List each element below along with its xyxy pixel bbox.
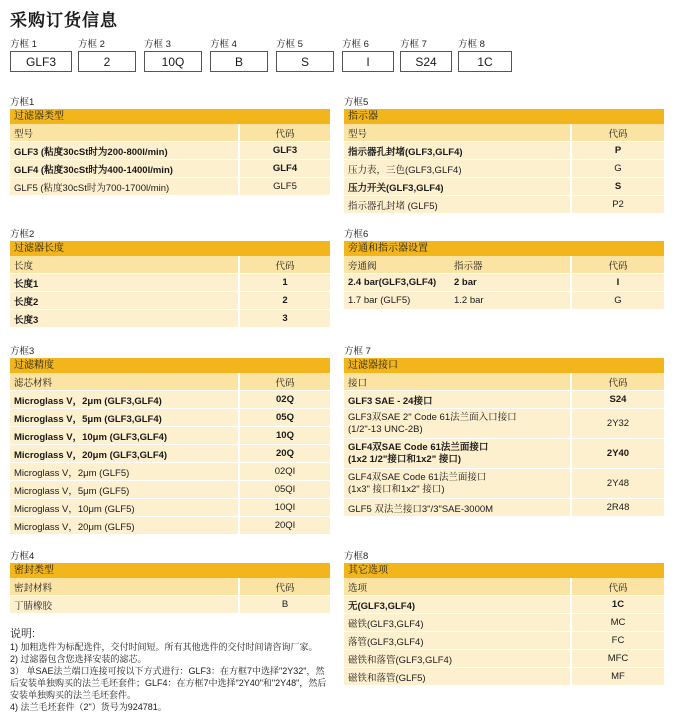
box-6-label: 方框 6 xyxy=(342,39,369,50)
table-cell: Microglass V，20μm (GLF3,GLF4) xyxy=(14,449,168,461)
box-7 xyxy=(400,38,452,72)
table-header-row xyxy=(10,578,330,596)
table-row xyxy=(344,160,664,178)
table-cell: G xyxy=(570,160,664,177)
table-row xyxy=(344,650,664,668)
section-label: 方框5 xyxy=(344,97,369,108)
cell-line: GLF3双SAE 2" Code 61法兰面入口接口 xyxy=(348,411,517,423)
table-cell: 磁铁和落管(GLF3,GLF4) xyxy=(348,654,452,666)
order-code-boxes xyxy=(10,38,512,72)
table-cell: P2 xyxy=(570,196,664,213)
table-cell: 20QI xyxy=(238,517,330,534)
section-label: 方框 7 xyxy=(344,346,371,357)
box-3 xyxy=(144,38,202,72)
section-table xyxy=(344,124,664,214)
table-cell: 长度3 xyxy=(14,314,39,326)
table-cell: Microglass V，5μm (GLF3,GLF4) xyxy=(14,413,162,425)
table-row xyxy=(344,274,664,292)
table-cell: Microglass V，2μm (GLF5) xyxy=(14,467,130,479)
table-row xyxy=(10,499,330,517)
table-cell: G xyxy=(570,292,664,309)
box-8-label: 方框 8 xyxy=(458,39,485,50)
table-cell: FC xyxy=(570,632,664,649)
column-header: 代码 xyxy=(570,124,664,141)
box-2-label: 方框 2 xyxy=(78,39,105,50)
table-row xyxy=(344,178,664,196)
table-row xyxy=(10,427,330,445)
note-line: 1) 加粗选件为标配选件，交付时间短。所有其他选件的交付时间请咨询厂家。 xyxy=(10,642,318,652)
column-header: 代码 xyxy=(238,256,330,273)
table-cell: 2 xyxy=(238,292,330,309)
section-heading: 过滤器接口 xyxy=(344,358,664,373)
table-cell: 压力开关(GLF3,GLF4) xyxy=(348,182,444,194)
table-row xyxy=(344,499,664,517)
table-cell: GLF5 xyxy=(238,178,330,195)
section-heading: 其它选项 xyxy=(344,563,664,578)
column-header: 选项 xyxy=(348,582,368,594)
table-cell: GLF3 (粘度30cSt时为200-800l/min) xyxy=(14,146,168,158)
box-6-value: I xyxy=(342,51,394,72)
box-1-value: GLF3 xyxy=(10,51,72,72)
box-2 xyxy=(78,38,136,72)
table-cell: 长度1 xyxy=(14,278,39,290)
table-header-row xyxy=(344,578,664,596)
table-cell: 2.4 bar(GLF3,GLF4) xyxy=(348,277,437,288)
section-table xyxy=(10,373,330,535)
table-header-row xyxy=(344,373,664,391)
table-cell: GLF3 SAE - 24接口 xyxy=(348,395,433,407)
section-other-options xyxy=(344,550,664,686)
notes xyxy=(10,628,330,713)
table-row xyxy=(344,469,664,499)
table-cell: GLF3 xyxy=(238,142,330,159)
table-row xyxy=(344,391,664,409)
table-cell: 指示器孔封堵(GLF3,GLF4) xyxy=(348,146,463,158)
column-header: 指示器 xyxy=(454,260,483,272)
column-header: 接口 xyxy=(348,377,368,389)
table-cell: 磁铁(GLF3,GLF4) xyxy=(348,618,424,630)
table-row xyxy=(344,292,664,310)
table-cell: 指示器孔封堵 (GLF5) xyxy=(348,200,438,212)
box-3-label: 方框 3 xyxy=(144,39,171,50)
table-cell: S24 xyxy=(570,391,664,408)
column-header: 型号 xyxy=(14,128,34,140)
box-7-label: 方框 7 xyxy=(400,39,427,50)
section-table xyxy=(10,124,330,196)
section-table xyxy=(10,578,330,614)
table-cell: Microglass V，2μm (GLF3,GLF4) xyxy=(14,395,162,407)
table-cell: 1.2 bar xyxy=(454,295,484,306)
table-row xyxy=(10,160,330,178)
table-cell: 2Y32 xyxy=(570,409,664,438)
table-cell: MFC xyxy=(570,650,664,667)
table-cell: Microglass V，10μm (GLF5) xyxy=(14,503,135,515)
box-5-value: S xyxy=(276,51,334,72)
table-row xyxy=(10,463,330,481)
table-cell: 10Q xyxy=(238,427,330,444)
section-bypass-indicator xyxy=(344,228,664,310)
column-header: 代码 xyxy=(238,373,330,390)
cell-line: GLF4双SAE Code 61法兰面接口 xyxy=(348,441,489,453)
table-cell: 压力表，三色(GLF3,GLF4) xyxy=(348,164,462,176)
table-row xyxy=(10,481,330,499)
section-table xyxy=(10,256,330,328)
table-cell: B xyxy=(238,596,330,613)
table-cell xyxy=(344,469,570,498)
table-cell: 1C xyxy=(570,596,664,613)
table-cell: 2Y48 xyxy=(570,469,664,498)
section-heading: 过滤精度 xyxy=(10,358,330,373)
section-heading: 过滤器类型 xyxy=(10,109,330,124)
table-row xyxy=(344,196,664,214)
section-table xyxy=(344,256,664,310)
table-cell: 2Y40 xyxy=(570,439,664,468)
section-heading: 旁通和指示器设置 xyxy=(344,241,664,256)
table-row xyxy=(10,310,330,328)
table-cell: 02QI xyxy=(238,463,330,480)
column-header: 长度 xyxy=(14,260,34,272)
notes-title: 说明: xyxy=(10,628,36,640)
table-cell: 无(GLF3,GLF4) xyxy=(348,600,416,612)
box-4-value: B xyxy=(210,51,268,72)
section-filter-port xyxy=(344,345,664,517)
table-header-row xyxy=(10,124,330,142)
table-header-row xyxy=(344,124,664,142)
section-label: 方框2 xyxy=(10,229,35,240)
page-title: 采购订货信息 xyxy=(10,11,118,30)
column-header: 代码 xyxy=(238,578,330,595)
cell-line: (1x3" 接口和1x2" 接口) xyxy=(348,483,445,495)
table-cell: 磁铁和落管(GLF5) xyxy=(348,672,426,684)
table-cell: 05QI xyxy=(238,481,330,498)
table-cell: 3 xyxy=(238,310,330,327)
table-cell: GLF5 双法兰接口3"/3"SAE-3000M xyxy=(348,503,494,515)
table-cell: 2R48 xyxy=(570,499,664,516)
section-label: 方框4 xyxy=(10,551,35,562)
table-row xyxy=(10,596,330,614)
box-1-label: 方框 1 xyxy=(10,39,37,50)
section-filter-type xyxy=(10,96,330,196)
box-8 xyxy=(458,38,512,72)
column-header: 代码 xyxy=(238,124,330,141)
box-5 xyxy=(276,38,334,72)
table-cell: GLF4 (粘度30cSt时为400-1400l/min) xyxy=(14,164,173,176)
table-cell: 2 bar xyxy=(454,277,477,288)
section-table xyxy=(344,373,664,517)
table-row xyxy=(10,142,330,160)
table-row xyxy=(344,614,664,632)
section-indicator xyxy=(344,96,664,214)
table-cell: 长度2 xyxy=(14,296,39,308)
table-cell: 落管(GLF3,GLF4) xyxy=(348,636,424,648)
table-cell: 10QI xyxy=(238,499,330,516)
table-row xyxy=(344,668,664,686)
cell-line: GLF4双SAE Code 61法兰面接口 xyxy=(348,471,487,483)
table-cell: Microglass V，5μm (GLF5) xyxy=(14,485,130,497)
table-row xyxy=(344,596,664,614)
section-label: 方框8 xyxy=(344,551,369,562)
table-cell: 1.7 bar (GLF5) xyxy=(348,295,411,306)
table-cell: Microglass V，20μm (GLF5) xyxy=(14,521,135,533)
section-label: 方框3 xyxy=(10,346,35,357)
section-filter-length xyxy=(10,228,330,328)
note-line: 2) 过滤器包含您选择安装的滤芯。 xyxy=(10,654,147,664)
table-cell: 丁腈橡胶 xyxy=(14,600,53,612)
table-cell: 05Q xyxy=(238,409,330,426)
column-header: 代码 xyxy=(570,373,664,390)
box-7-value: S24 xyxy=(400,51,452,72)
column-header: 旁通阀 xyxy=(348,260,377,272)
table-row xyxy=(344,439,664,469)
box-5-label: 方框 5 xyxy=(276,39,303,50)
table-cell: P xyxy=(570,142,664,159)
table-row xyxy=(10,292,330,310)
table-row xyxy=(344,142,664,160)
table-cell: MC xyxy=(570,614,664,631)
table-row xyxy=(10,391,330,409)
section-heading: 密封类型 xyxy=(10,563,330,578)
box-6 xyxy=(342,38,394,72)
box-2-value: 2 xyxy=(78,51,136,72)
table-cell: 20Q xyxy=(238,445,330,462)
cell-line: (1/2"-13 UNC-2B) xyxy=(348,423,423,435)
table-cell: 02Q xyxy=(238,391,330,408)
box-4 xyxy=(210,38,268,72)
column-header: 型号 xyxy=(348,128,368,140)
table-row xyxy=(10,409,330,427)
table-header-row xyxy=(344,256,664,274)
table-cell: Microglass V，10μm (GLF3,GLF4) xyxy=(14,431,168,443)
table-cell: GLF5 (粘度30cSt时为700-1700l/min) xyxy=(14,182,170,194)
section-label: 方框6 xyxy=(344,229,369,240)
table-row xyxy=(10,517,330,535)
section-seal-type xyxy=(10,550,330,614)
table-cell: MF xyxy=(570,668,664,685)
section-filtration xyxy=(10,345,330,535)
table-row xyxy=(10,274,330,292)
table-row xyxy=(344,632,664,650)
table-row xyxy=(344,409,664,439)
table-cell xyxy=(344,409,570,438)
note-line: 4) 法兰毛坯套件（2"）货号为924781。 xyxy=(10,702,167,712)
table-row xyxy=(10,445,330,463)
section-heading: 指示器 xyxy=(344,109,664,124)
table-header-row xyxy=(10,373,330,391)
box-8-value: 1C xyxy=(458,51,512,72)
table-cell xyxy=(344,439,570,468)
column-header: 密封材料 xyxy=(14,582,53,594)
table-cell: S xyxy=(570,178,664,195)
table-cell: GLF4 xyxy=(238,160,330,177)
box-4-label: 方框 4 xyxy=(210,39,237,50)
table-cell: 1 xyxy=(238,274,330,291)
column-header: 代码 xyxy=(570,578,664,595)
column-header: 滤芯材料 xyxy=(14,377,53,389)
table-cell: I xyxy=(570,274,664,291)
note-line: 3） 单SAE法兰端口连接可按以下方式进行：GLF3：在方框7中选择"2Y32"，然后安装单独购买的法兰毛坯套件；GLF4：在方框7中选择"2Y40"和"2Y48"，然后安装单独购买的法兰毛坯套件。 xyxy=(10,666,327,700)
box-1 xyxy=(10,38,72,72)
column-header: 代码 xyxy=(570,256,664,273)
section-table xyxy=(344,578,664,686)
table-header-row xyxy=(10,256,330,274)
table-row xyxy=(10,178,330,196)
box-3-value: 10Q xyxy=(144,51,202,72)
section-label: 方框1 xyxy=(10,97,35,108)
cell-line: (1x2 1/2"接口和1x2" 接口) xyxy=(348,453,462,465)
section-heading: 过滤器长度 xyxy=(10,241,330,256)
